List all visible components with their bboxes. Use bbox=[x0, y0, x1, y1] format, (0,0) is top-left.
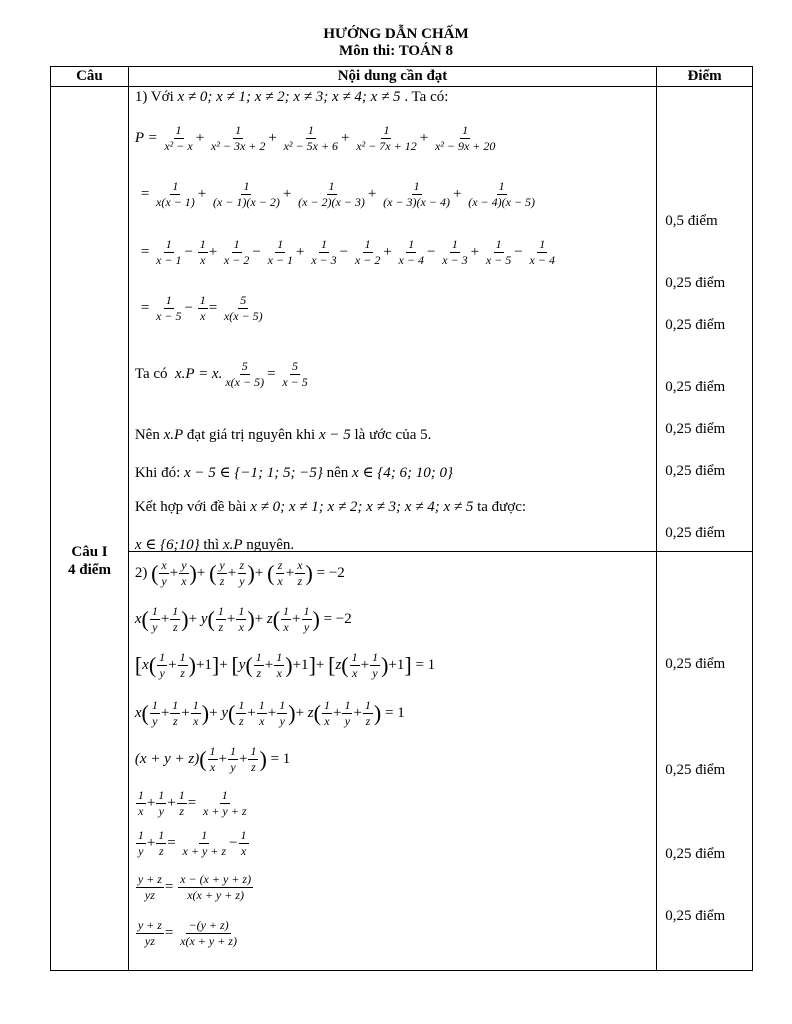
part2-line7: $\frac{1}{y}$ + $\frac{1}{z}$ = $\frac{1}{x + y + z}$ − $\frac{1}{x}$ bbox=[137, 828, 247, 858]
part2-line1: 2) ( $\frac{x}{y}$ + $\frac{y}{x}$ )+ ( $\frac{y}{z}$ + $\frac{z}{y}$ )+ ( $\frac{z}{x}$ + $\frac{x}{z}$ ) = −2 bbox=[134, 558, 345, 588]
table-row bbox=[51, 87, 753, 552]
part2-line8: $\frac{y + z}{yz}$ = $\frac{x - (x + y + z)}{x(x + y + z)}$ bbox=[137, 872, 252, 902]
point-value: 0,25 điểm bbox=[665, 656, 726, 672]
part1-line4: = $\frac{1}{x - 5}$ − $\frac{1}{x}$ = $\frac{5}{x(x - 5)}$ bbox=[140, 293, 263, 323]
part1-line5: Ta có x.P = x. $\frac{5}{x(x - 5)}$ = $\frac{5}{x - 5}$ bbox=[134, 359, 308, 389]
table-header-row bbox=[51, 67, 753, 87]
header-question: Câu bbox=[51, 67, 129, 87]
part2-line6: $\frac{1}{x}$ + $\frac{1}{y}$ + $\frac{1}{z}$ = $\frac{1}{x + y + z}$ bbox=[137, 788, 247, 818]
part1-content bbox=[128, 87, 656, 552]
point-value: 0,25 điểm bbox=[665, 463, 726, 479]
part2-line4: x( $\frac{1}{y}$ + $\frac{1}{z}$ + $\frac{1}{x}$ )+ y( $\frac{1}{z}$ + $\frac{1}{x}$ + $\frac{1}{y}$ )+ z( $\frac{1}{x}$ + $\frac{1}{y}$ + $\frac{1}{z}$ ) = 1 bbox=[134, 698, 405, 728]
point-value: 0,25 điểm bbox=[665, 275, 726, 291]
point-value: 0,25 điểm bbox=[665, 379, 726, 395]
grading-table bbox=[50, 66, 753, 971]
point-value: 0,25 điểm bbox=[665, 317, 726, 333]
header-points: Điểm bbox=[657, 67, 753, 87]
page-subtitle: Môn thi: TOÁN 8 bbox=[338, 43, 454, 59]
part1-line1: P = $\frac{1}{\text{x² − x}}$ + $\frac{1}{\text{x² − 3x + 2}}$ + $\frac{1}{\text{x² − 5x + 6}}$ + $\frac{1}{\text{x² − 7x + 12}}$ + $\frac{1}{\text{x² − 9x + 20}}$ bbox=[134, 123, 496, 153]
part1-line9: x ∈ {6;10} thì x.P nguyên. bbox=[134, 537, 295, 553]
question-cell bbox=[51, 87, 129, 971]
question-name: Câu I bbox=[71, 544, 108, 560]
header bbox=[0, 26, 792, 60]
part2-points bbox=[657, 552, 753, 971]
table-row bbox=[51, 552, 753, 971]
header-content: Nội dung cần đạt bbox=[128, 67, 656, 87]
part1-line8: Kết hợp với đề bài x ≠ 0; x ≠ 1; x ≠ 2; x ≠ 3; x ≠ 4; x ≠ 5 ta được: bbox=[134, 499, 527, 515]
question-total: 4 điểm bbox=[68, 562, 111, 578]
point-value: 0,25 điểm bbox=[665, 762, 726, 778]
part1-line3: = $\frac{1}{x - 1}$ − $\frac{1}{x}$ + $\frac{1}{x - 2}$ − $\frac{1}{x - 1}$ + $\frac{1}{x - 3}$ − $\frac{1}{x - 2}$ + $\frac{1}{x - 4}$ − $\frac{1}{x - 3}$ + $\frac{1}{x - 5}$ − $\frac{1}{x - 4}$ bbox=[140, 237, 555, 267]
point-value: 0,25 điểm bbox=[665, 525, 726, 541]
part1-intro: 1) Với x ≠ 0; x ≠ 1; x ≠ 2; x ≠ 3; x ≠ 4; x ≠ 5 . Ta có: bbox=[134, 89, 449, 105]
page-title: HƯỚNG DẪN CHẤM bbox=[323, 26, 469, 42]
part1-line6: Nên x.P đạt giá trị nguyên khi x − 5 là ước của 5. bbox=[134, 427, 432, 443]
point-value: 0,5 điểm bbox=[665, 213, 718, 229]
part2-content bbox=[128, 552, 656, 971]
point-value: 0,25 điểm bbox=[665, 421, 726, 437]
point-value: 0,25 điểm bbox=[665, 846, 726, 862]
part1-points bbox=[657, 87, 753, 552]
part2-line2: x( $\frac{1}{y}$ + $\frac{1}{z}$ )+ y( $\frac{1}{z}$ + $\frac{1}{x}$ )+ z( $\frac{1}{x}$ + $\frac{1}{y}$ ) = −2 bbox=[134, 604, 352, 634]
point-value: 0,25 điểm bbox=[665, 908, 726, 924]
part1-line7: Khi đó: x − 5 ∈ {−1; 1; 5; −5} nên x ∈ {4; 6; 10; 0} bbox=[134, 465, 454, 481]
part1-line2: = $\frac{1}{x(x - 1)}$ + $\frac{1}{(x - 1)(x - 2)}$ + $\frac{1}{(x - 2)(x - 3)}$ + $\frac{1}{(x - 3)(x - 4)}$ + $\frac{1}{(x - 4)(x - 5)}$ bbox=[140, 179, 536, 209]
part2-line9: $\frac{y + z}{yz}$ = $\frac{-(y + z)}{x(x + y + z)}$ bbox=[137, 918, 237, 948]
part2-line5: (x + y + z)( $\frac{1}{x}$ + $\frac{1}{y}$ + $\frac{1}{z}$ ) = 1 bbox=[134, 744, 291, 774]
part2-line3: [x( $\frac{1}{y}$ + $\frac{1}{z}$ )+1]+ [y( $\frac{1}{z}$ + $\frac{1}{x}$ )+1]+ [z( $\frac{1}{x}$ + $\frac{1}{y}$ )+1] = 1 bbox=[134, 650, 436, 680]
